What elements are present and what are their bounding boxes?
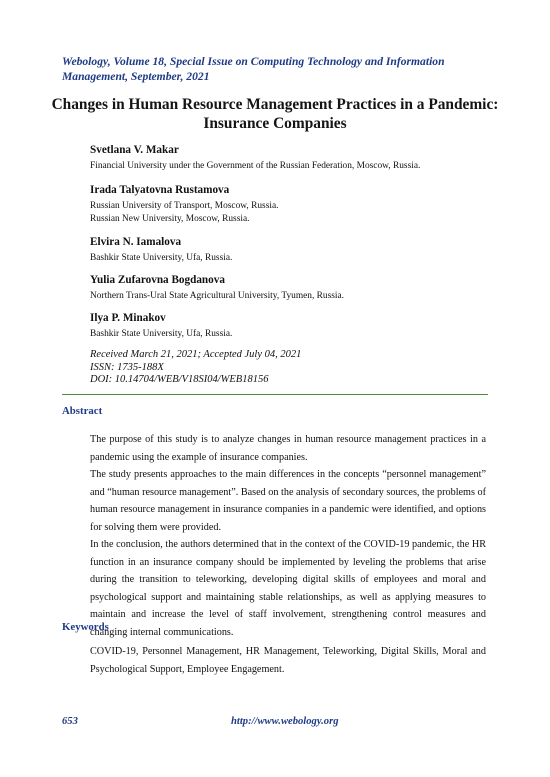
author-block	[90, 273, 510, 303]
journal-header-line-1: Webology, Volume 18, Special Issue on Computing Technology and Information	[62, 55, 445, 68]
abstract-body	[90, 431, 486, 641]
article-issn: ISSN: 1735-188X	[90, 361, 164, 373]
article-doi: DOI: 10.14704/WEB/V18SI04/WEB18156	[90, 374, 269, 386]
journal-header	[62, 54, 482, 84]
author-block	[90, 143, 510, 173]
keywords-heading: Keywords	[62, 621, 109, 633]
journal-header-line-2: Management, September, 2021	[62, 70, 210, 83]
author-affiliation: Northern Trans-Ural State Agricultural University, Tyumen, Russia.	[90, 291, 344, 301]
abstract-paragraph: The study presents approaches to the main differences in the concepts “personnel management” and “human resource management”. Based on the analysis of secondary sources, the problems of human resource management in insurance companies in a pandemic were identified, and options for solving them were provided.	[90, 469, 486, 533]
article-info	[90, 349, 510, 387]
author-affiliation: Bashkir State University, Ufa, Russia.	[90, 329, 233, 339]
author-affiliation: Bashkir State University, Ufa, Russia.	[90, 253, 233, 263]
author-name: Irada Talyatovna Rustamova	[90, 184, 230, 196]
author-block	[90, 235, 510, 265]
abstract-paragraph: In the conclusion, the authors determined that in the context of the COVID-19 pandemic, the HR function in an insurance company should be implemented by leveling the problems that arise during the transition to teleworking, developing digital skills of employees and moral and psychological support and maintaining stable relationships, as well as applying measures to maintain and increase the level of staff involvement, strengthening control measures and changing internal communications.	[90, 539, 486, 638]
paper-title	[40, 95, 510, 133]
article-dates: Received March 21, 2021; Accepted July 04, 2021	[90, 349, 302, 360]
paper-title-line-1: Changes in Human Resource Management Practices in a Pandemic:	[51, 96, 499, 113]
paper-title-line-2: Insurance Companies	[203, 115, 347, 132]
section-divider	[62, 394, 488, 395]
author-name: Yulia Zufarovna Bogdanova	[90, 274, 225, 286]
author-name: Ilya P. Minakov	[90, 312, 166, 324]
footer-url-link[interactable]: http://www.webology.org	[231, 716, 339, 727]
author-name: Elvira N. Iamalova	[90, 236, 182, 248]
author-block	[90, 311, 510, 341]
author-name: Svetlana V. Makar	[90, 144, 179, 156]
abstract-heading: Abstract	[62, 405, 103, 417]
author-block	[90, 183, 510, 225]
abstract-paragraph: The purpose of this study is to analyze changes in human resource management practices in a pandemic using the example of insurance companies.	[90, 434, 486, 463]
keywords-text: COVID-19, Personnel Management, HR Management, Teleworking, Digital Skills, Moral and Psychological Support, Employee Engagement.	[90, 646, 486, 675]
author-affiliation: Russian New University, Moscow, Russia.	[90, 213, 250, 224]
page-number: 653	[62, 716, 78, 727]
author-affiliation: Financial University under the Government of the Russian Federation, Moscow, Russia.	[90, 161, 421, 171]
author-affiliation: Russian University of Transport, Moscow, Russia.	[90, 201, 279, 211]
